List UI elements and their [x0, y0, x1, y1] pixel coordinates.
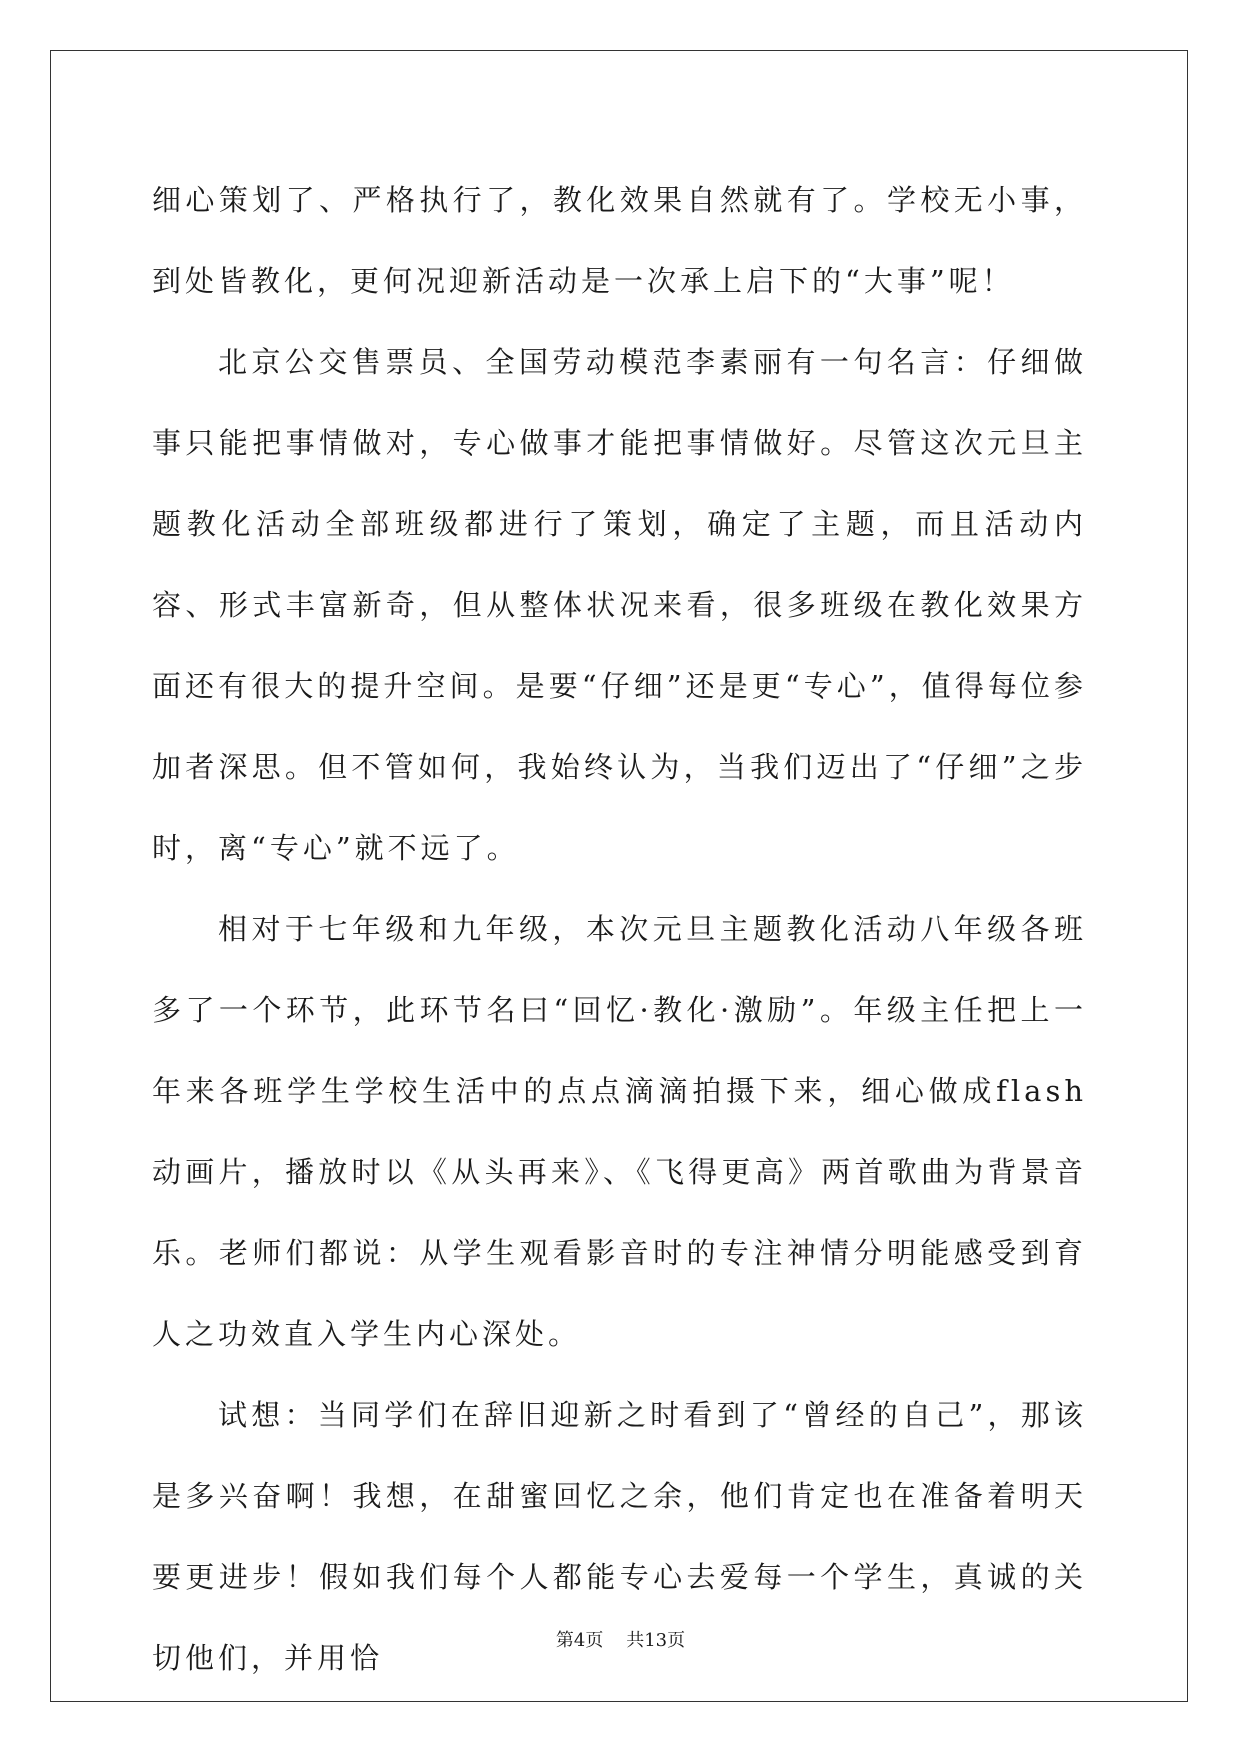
- paragraph-2: 北京公交售票员、全国劳动模范李素丽有一句名言：仔细做事只能把事情做对，专心做事才能把事情做好。尽管这次元旦主题教化活动全部班级都进行了策划，确定了主题，而且活动内容、形式丰富新奇，但从整体状况来看，很多班级在教化效果方面还有很大的提升空间。是要“仔细”还是更“专心”，值得每位参加者深思。但不管如何，我始终认为，当我们迈出了“仔细”之步时，离“专心”就不远了。: [152, 345, 1087, 865]
- paragraph-4: 试想：当同学们在辞旧迎新之时看到了“曾经的自己”，那该是多兴奋啊！我想，在甜蜜回忆之余，他们肯定也在准备着明天要更进步！假如我们每个人都能专心去爱每一个学生，真诚的关切他们，并用恰: [152, 1398, 1087, 1675]
- document-body: [152, 160, 1087, 1699]
- paragraph-3: 相对于七年级和九年级，本次元旦主题教化活动八年级各班多了一个环节，此环节名曰“回忆·教化·激励”。年级主任把上一年来各班学生学校生活中的点点滴滴拍摄下来，细心做成flash动画片，播放时以《从头再来》、《飞得更高》两首歌曲为背景音乐。老师们都说：从学生观看影音时的专注神情分明能感受到育人之功效直入学生内心深处。: [152, 912, 1087, 1351]
- paragraph-1: 细心策划了、严格执行了，教化效果自然就有了。学校无小事，到处皆教化，更何况迎新活动是一次承上启下的“大事”呢！: [152, 183, 1087, 298]
- page-number-footer: 第4页 共13页: [555, 1630, 686, 1651]
